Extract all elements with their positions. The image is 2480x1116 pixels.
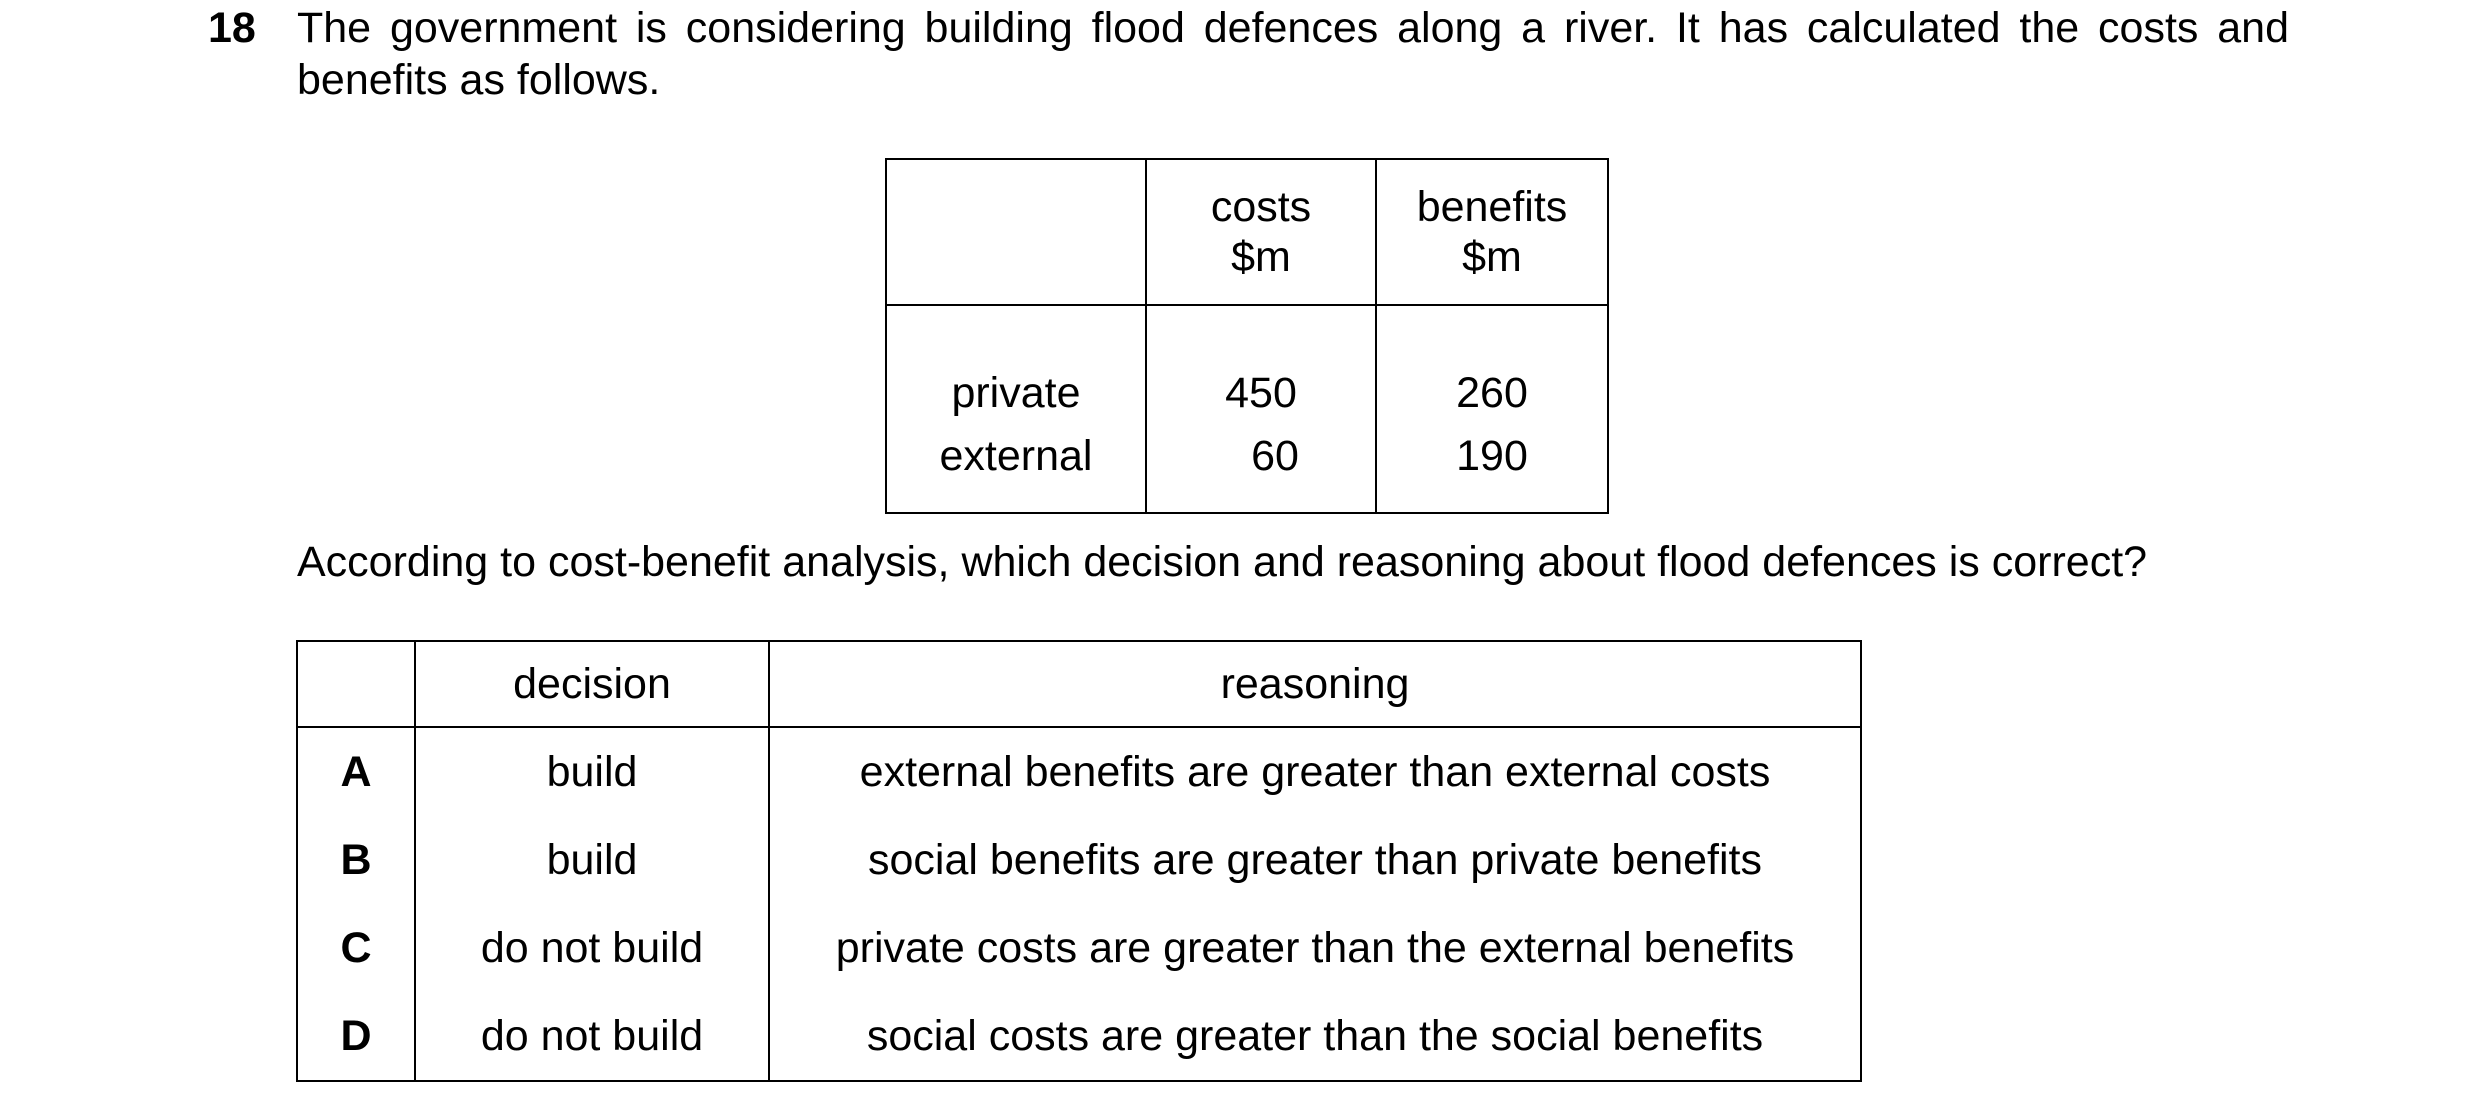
option-reasoning: private costs are greater than the external benefits xyxy=(769,904,1861,992)
option-letter: D xyxy=(297,992,415,1081)
option-decision: build xyxy=(415,816,769,904)
option-row-d[interactable] xyxy=(297,992,1861,1081)
options-header-decision: decision xyxy=(415,641,769,727)
option-letter: C xyxy=(297,904,415,992)
header-costs-label: costs xyxy=(1210,183,1312,231)
external-costs xyxy=(1146,426,1376,513)
cost-benefit-table xyxy=(885,158,1609,514)
options-header-row xyxy=(297,641,1861,727)
answer-options-table xyxy=(296,640,1862,1082)
external-benefits xyxy=(1376,426,1608,513)
header-benefits-label: benefits xyxy=(1416,183,1568,231)
header-costs-unit: $m xyxy=(1231,233,1291,281)
option-reasoning: social benefits are greater than private benefits xyxy=(769,816,1861,904)
option-reasoning: external benefits are greater than external costs xyxy=(769,727,1861,816)
header-blank-cell xyxy=(886,159,1146,305)
option-decision: build xyxy=(415,727,769,816)
option-row-b[interactable] xyxy=(297,816,1861,904)
row-label-external: external xyxy=(886,426,1146,513)
option-decision: do not build xyxy=(415,992,769,1081)
options-header-blank xyxy=(297,641,415,727)
external-costs-value: 60 xyxy=(1251,432,1299,480)
table-row xyxy=(886,305,1608,426)
header-costs xyxy=(1146,159,1376,305)
question-stem: The government is considering building flood defences along a river. It has calculated the costs and benefits as follows. xyxy=(297,4,2289,104)
header-benefits-unit: $m xyxy=(1462,233,1522,281)
question-prompt: According to cost-benefit analysis, which decision and reasoning about flood defences is correct? xyxy=(297,538,2148,586)
option-letter: B xyxy=(297,816,415,904)
table-header-row xyxy=(886,159,1608,305)
private-benefits-value: 260 xyxy=(1456,369,1528,417)
question-number: 18 xyxy=(208,4,256,52)
header-benefits xyxy=(1376,159,1608,305)
row-label-private: private xyxy=(886,305,1146,426)
private-costs xyxy=(1146,305,1376,426)
option-reasoning: social costs are greater than the social benefits xyxy=(769,992,1861,1081)
table-row xyxy=(886,426,1608,513)
option-decision: do not build xyxy=(415,904,769,992)
private-benefits xyxy=(1376,305,1608,426)
options-header-reasoning: reasoning xyxy=(769,641,1861,727)
option-row-c[interactable] xyxy=(297,904,1861,992)
option-letter: A xyxy=(297,727,415,816)
option-row-a[interactable] xyxy=(297,727,1861,816)
private-costs-value: 450 xyxy=(1225,369,1297,417)
external-benefits-value: 190 xyxy=(1456,432,1528,480)
